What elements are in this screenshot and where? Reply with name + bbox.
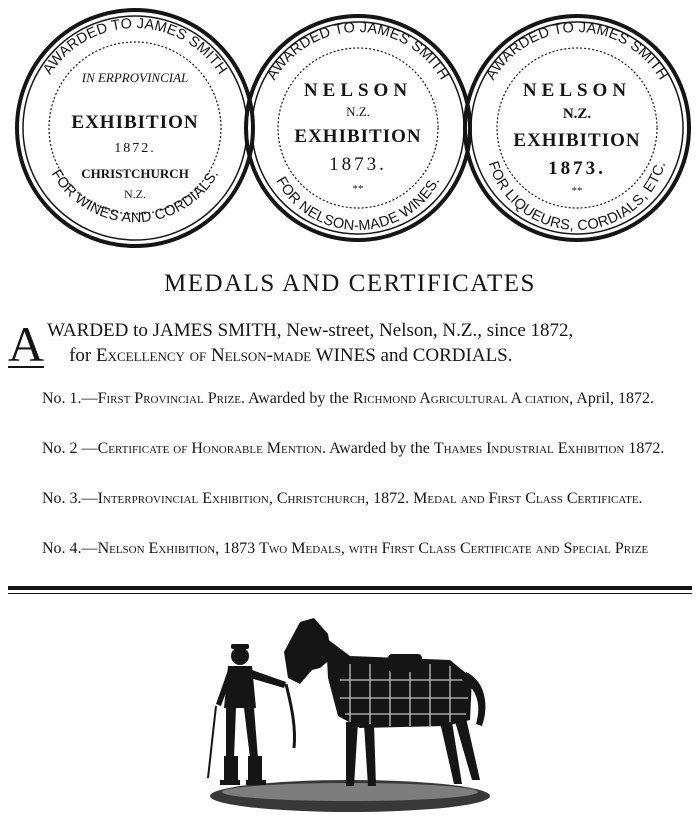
item-org: Thames Industrial Exhibition [433, 440, 625, 457]
item-org: Richmond Agricultural A ciation, [352, 390, 574, 407]
divider-thick [8, 586, 692, 590]
lead-line-2c: WINES and CORDIALS. [311, 345, 513, 366]
medal-1-bottom-arc: FOR WINES AND CORDIALS. [47, 166, 223, 227]
medal-3-line-1: NELSON [522, 80, 632, 101]
medal-1-top-arc: AWARDED TO JAMES SMITH [40, 15, 230, 78]
lead-line-2a: for [69, 345, 97, 366]
groom-figure [208, 644, 286, 785]
item-title: Nelson Exhibition, 1873 [97, 540, 256, 557]
award-item-2 [8, 438, 688, 460]
medal-3-line-4: 1873. [548, 158, 606, 179]
groom-and-horse-illustration [200, 608, 500, 818]
medal-1872-christchurch [17, 10, 253, 246]
medal-2-line-1: NELSON [303, 80, 413, 101]
item-title: Interprovincial Exhibition, Christchurch, [97, 490, 370, 507]
medal-2-line-2: N.Z. [346, 104, 370, 119]
medal-3-line-2: N.Z. [562, 106, 592, 122]
item-tail: April, 1872. [573, 390, 655, 407]
item-number: No. 2 — [42, 440, 98, 457]
item-number: No. 1.— [42, 390, 98, 407]
medal-2-line-4: 1873. [329, 154, 387, 175]
item-org: Two Medals, with First Class Certificate and Special Prize [259, 540, 649, 557]
lead-rein [286, 684, 295, 748]
medal-3-line-5: ** [571, 185, 583, 197]
item-number: No. 4.— [42, 540, 98, 557]
award-item-3 [8, 488, 688, 510]
item-tail: 1872. [624, 440, 665, 457]
item-title: Certificate of Honorable Mention. [97, 440, 326, 457]
medal-1-line-2: EXHIBITION [71, 112, 199, 133]
medal-3-top-arc: AWARDED TO JAMES SMITH [483, 19, 671, 83]
item-mid: Awarded by the [245, 390, 353, 407]
medal-1-line-5: N.Z. [124, 187, 146, 201]
item-title: First Provincial Prize. [97, 390, 246, 407]
medal-2-top-arc: AWARDED TO JAMES SMITH [264, 19, 452, 83]
drop-cap: A [8, 316, 45, 372]
medal-2-line-3: EXHIBITION [294, 126, 422, 147]
medal-1-line-1: IN ERPROVINCIAL [81, 70, 189, 85]
item-mid: Awarded by the [325, 440, 434, 457]
medal-2-line-5: ** [352, 183, 364, 195]
medal-3-bottom-arc: FOR LIQUEURS, CORDIALS, ETC. [484, 159, 670, 235]
lead-line-2b: Excellency of Nelson-made [96, 345, 312, 366]
award-item-4 [8, 538, 688, 560]
medals-row [0, 0, 700, 250]
award-item-1 [8, 388, 688, 410]
medal-1873-nelson-made-wines [246, 16, 470, 240]
item-number: No. 3.— [42, 490, 98, 507]
horse-figure [284, 618, 485, 786]
medal-3-line-3: EXHIBITION [513, 130, 641, 151]
lead-line-1: WARDED to JAMES SMITH, New-street, Nelson, N.Z., since 1872, [47, 320, 574, 341]
medal-2-bottom-arc: FOR NELSON-MADE WINES. [272, 174, 444, 235]
medal-1873-liqueurs-cordials [465, 16, 689, 240]
lead-paragraph [8, 316, 688, 372]
medal-1-line-4: CHRISTCHURCH [81, 166, 189, 181]
item-mid: 1872. [369, 490, 414, 507]
page-heading: MEDALS AND CERTIFICATES [164, 270, 536, 297]
divider-thin [8, 593, 692, 594]
item-org: Medal and First Class Certificate. [413, 490, 643, 507]
medal-1-line-3: 1872. [114, 141, 156, 156]
